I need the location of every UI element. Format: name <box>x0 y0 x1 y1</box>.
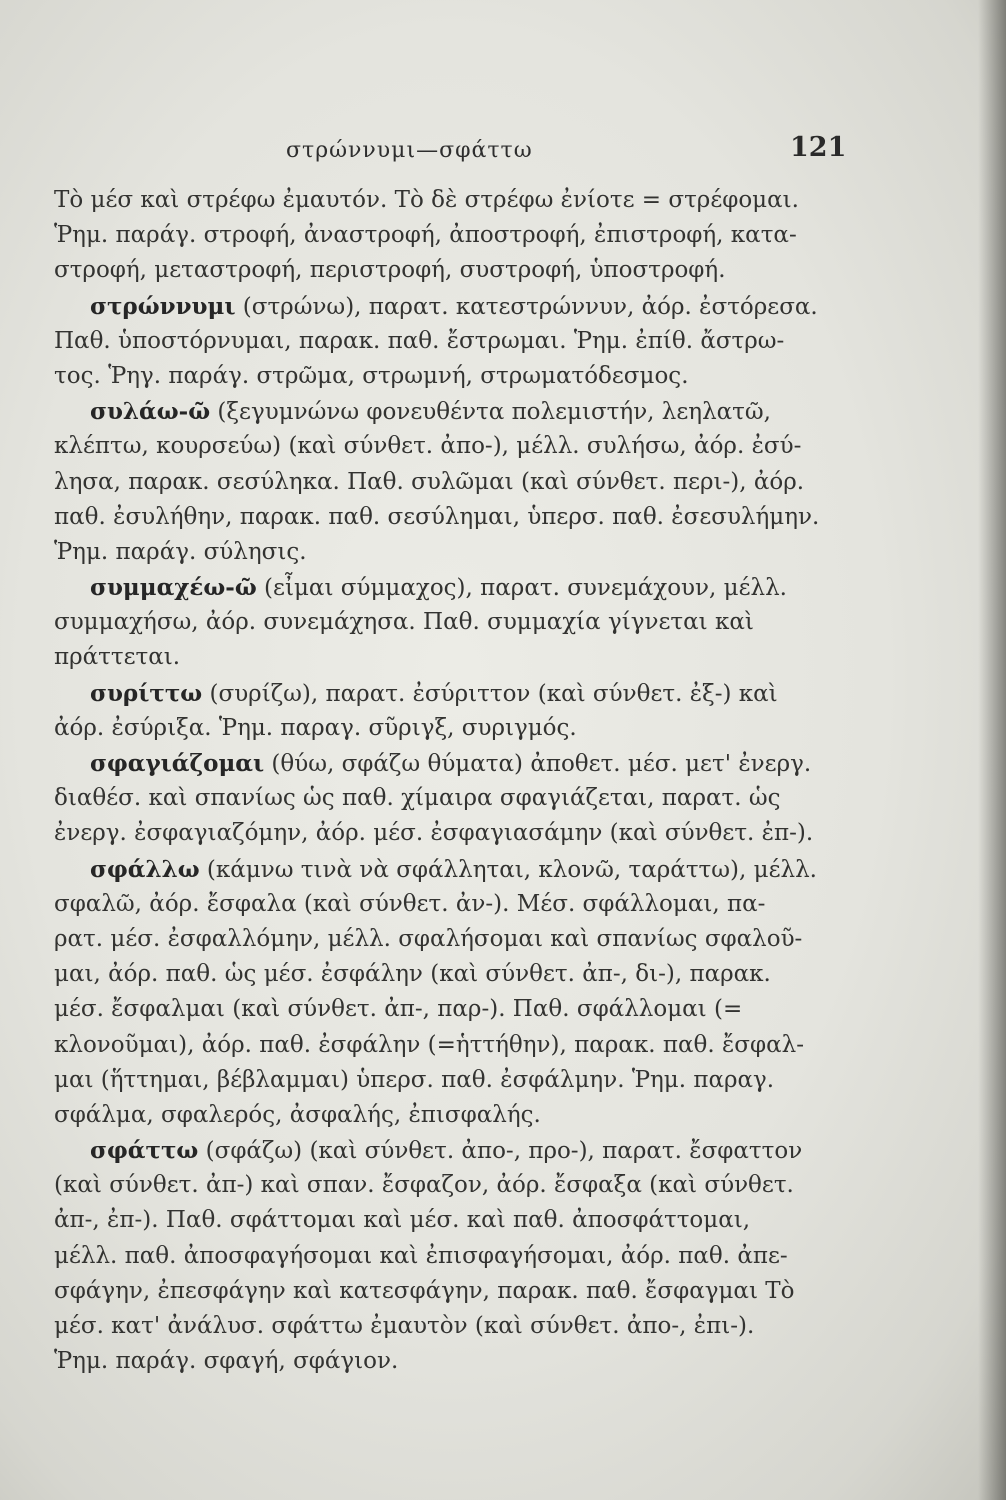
text-line <box>54 887 854 922</box>
entry-headword: συλάω-ῶ <box>90 398 211 426</box>
line-text: μέσ. ἔσφαλμαι (καὶ σύνθετ. ἀπ-, παρ-). Παθ. σφάλλομαι (= <box>54 996 743 1023</box>
text-line <box>54 852 854 887</box>
text-line <box>54 535 854 570</box>
line-text: λησα, παρακ. σεσύληκα. Παθ. συλῶμαι (καὶ σύνθετ. περι-), ἀόρ. <box>54 468 805 495</box>
text-line <box>54 324 854 359</box>
text-line <box>54 253 854 288</box>
line-text: (σφάζω) (καὶ σύνθετ. ἀπο-, προ-), παρατ. ἔσφαττον <box>198 1138 803 1165</box>
entry-headword: συμμαχέω-ῶ <box>90 574 257 602</box>
line-text: Ῥημ. παράγ. σύλησις. <box>54 538 307 565</box>
line-text: στροφή, μεταστροφή, περιστροφή, συστροφή, ὑποστροφή. <box>54 257 726 284</box>
line-text: Τὸ μέσ καὶ στρέφω ἐμαυτόν. Τὸ δὲ στρέφω ἐνίοτε = στρέφομαι. <box>54 187 799 213</box>
text-line <box>54 640 854 675</box>
line-text: μαι (ἥττημαι, βέβλαμμαι) ὑπερσ. παθ. ἐσφάλμην. Ῥημ. παραγ. <box>54 1066 775 1093</box>
line-text: κλέπτω, κουρσεύω) (καὶ σύνθετ. ἀπο-), μέλλ. συλήσω, ἀόρ. ἐσύ- <box>54 433 802 460</box>
entry-headword: σφάλλω <box>90 855 200 883</box>
text-line <box>54 1309 854 1344</box>
dictionary-text <box>54 183 854 1379</box>
line-text: παθ. ἐσυλήθην, παρακ. παθ. σεσύλημαι, ὑπερσ. παθ. ἐσεσυλήμην. <box>54 503 820 530</box>
entry-headword: συρίττω <box>90 679 203 707</box>
text-line <box>54 465 854 500</box>
text-line <box>54 1168 854 1203</box>
text-line <box>54 500 854 535</box>
text-line <box>54 957 854 992</box>
page-number: 121 <box>790 132 847 163</box>
text-line <box>54 394 854 429</box>
line-text: (κάμνω τινὰ νὰ σφάλληται, κλονῶ, ταράττω), μέλλ. <box>199 856 817 883</box>
text-line <box>54 1203 854 1238</box>
text-line <box>54 1344 854 1379</box>
text-line <box>54 1098 854 1133</box>
text-line <box>54 1063 854 1098</box>
line-text: ἀόρ. ἐσύριξα. Ῥημ. παραγ. σῦριγξ, συριγμός. <box>54 714 577 741</box>
line-text: μέλλ. παθ. ἀποσφαγήσομαι καὶ ἐπισφαγήσομαι, ἀόρ. παθ. ἀπε- <box>54 1242 788 1269</box>
text-line <box>54 746 854 781</box>
line-text: (στρώνω), παρατ. κατεστρώννυν, ἀόρ. ἐστόρεσα. <box>235 293 818 320</box>
text-line <box>54 1239 854 1274</box>
text-line <box>54 816 854 851</box>
line-text: τος. Ῥηγ. παράγ. στρῶμα, στρωμνή, στρωματόδεσμος. <box>54 362 689 389</box>
entry-headword: στρώννυμι <box>90 292 236 320</box>
text-line <box>54 429 854 464</box>
entry-headword: σφάττω <box>90 1137 199 1165</box>
entry-headword: σφαγιάζομαι <box>90 750 265 777</box>
line-text: (καὶ σύνθετ. ἀπ-) καὶ σπαν. ἔσφαζον, ἀόρ. ἔσφαξα (καὶ σύνθετ. <box>54 1172 794 1199</box>
text-line <box>54 1274 854 1309</box>
line-text: ἀπ-, ἐπ-). Παθ. σφάττομαι καὶ μέσ. καὶ παθ. ἀποσφάττομαι, <box>54 1207 751 1234</box>
line-text: συμμαχήσω, ἀόρ. συνεμάχησα. Παθ. συμμαχία γίγνεται καὶ <box>54 609 754 636</box>
line-text: σφαλῶ, ἀόρ. ἔσφαλα (καὶ σύνθετ. ἀν-). Μέσ. σφάλλομαι, πα- <box>54 890 766 917</box>
text-line <box>54 289 854 324</box>
text-line <box>54 922 854 957</box>
line-text: πράττεται. <box>54 644 181 671</box>
line-text: ρατ. μέσ. ἐσφαλλόμην, μέλλ. σφαλήσομαι καὶ σπανίως σφαλοῦ- <box>54 925 803 952</box>
line-text: Παθ. ὑποστόρνυμαι, παρακ. παθ. ἔστρωμαι. Ῥημ. ἐπίθ. ἄστρω- <box>54 327 785 354</box>
text-line <box>54 1133 854 1168</box>
text-line <box>54 605 854 640</box>
line-text: μαι, ἀόρ. παθ. ὡς μέσ. ἐσφάλην (καὶ σύνθετ. ἀπ-, δι-), παρακ. <box>54 961 771 988</box>
text-line <box>54 676 854 711</box>
line-text: (ξεγυμνώνω φονευθέντα πολεμιστήν, λεηλατῶ, <box>210 399 771 426</box>
text-line <box>54 218 854 253</box>
text-line <box>54 711 854 746</box>
line-text: διαθέσ. καὶ σπανίως ὡς παθ. χίμαιρα σφαγιάζεται, παρατ. ὡς <box>54 785 781 812</box>
line-text: σφάγην, ἐπεσφάγην καὶ κατεσφάγην, παρακ. παθ. ἔσφαγμαι Τὸ <box>54 1277 795 1304</box>
text-line <box>54 781 854 816</box>
text-line <box>54 570 854 605</box>
line-text: μέσ. κατ' ἀνάλυσ. σφάττω ἐμαυτὸν (καὶ σύνθετ. ἀπο-, ἐπι-). <box>54 1313 755 1339</box>
text-line <box>54 992 854 1027</box>
line-text: Ῥημ. παράγ. στροφή, ἀναστροφή, ἀποστροφή, ἐπιστροφή, κατα- <box>54 222 797 249</box>
line-text: κλονοῦμαι), ἀόρ. παθ. ἐσφάλην (=ἡττήθην), παρακ. παθ. ἔσφαλ- <box>54 1031 804 1058</box>
line-text: (συρίζω), παρατ. ἐσύριττον (καὶ σύνθετ. ἐξ-) καὶ <box>202 680 778 707</box>
line-text: (θύω, σφάζω θύματα) ἀποθετ. μέσ. μετ' ἐνεργ. <box>264 751 812 777</box>
page-header <box>0 132 1006 172</box>
line-text: Ῥημ. παράγ. σφαγή, σφάγιον. <box>54 1348 399 1375</box>
text-line <box>54 183 854 218</box>
line-text: (εἶμαι σύμμαχος), παρατ. συνεμάχουν, μέλλ. <box>256 575 787 602</box>
line-text: ἐνεργ. ἐσφαγιαζόμην, ἀόρ. μέσ. ἐσφαγιασάμην (καὶ σύνθετ. ἐπ-). <box>54 820 814 847</box>
running-head: στρώννυμι—σφάττω <box>286 138 533 163</box>
page-edge-shadow <box>978 0 1006 1500</box>
text-line <box>54 359 854 394</box>
text-line <box>54 1028 854 1063</box>
line-text: σφάλμα, σφαλερός, ἀσφαλής, ἐπισφαλής. <box>54 1101 541 1128</box>
